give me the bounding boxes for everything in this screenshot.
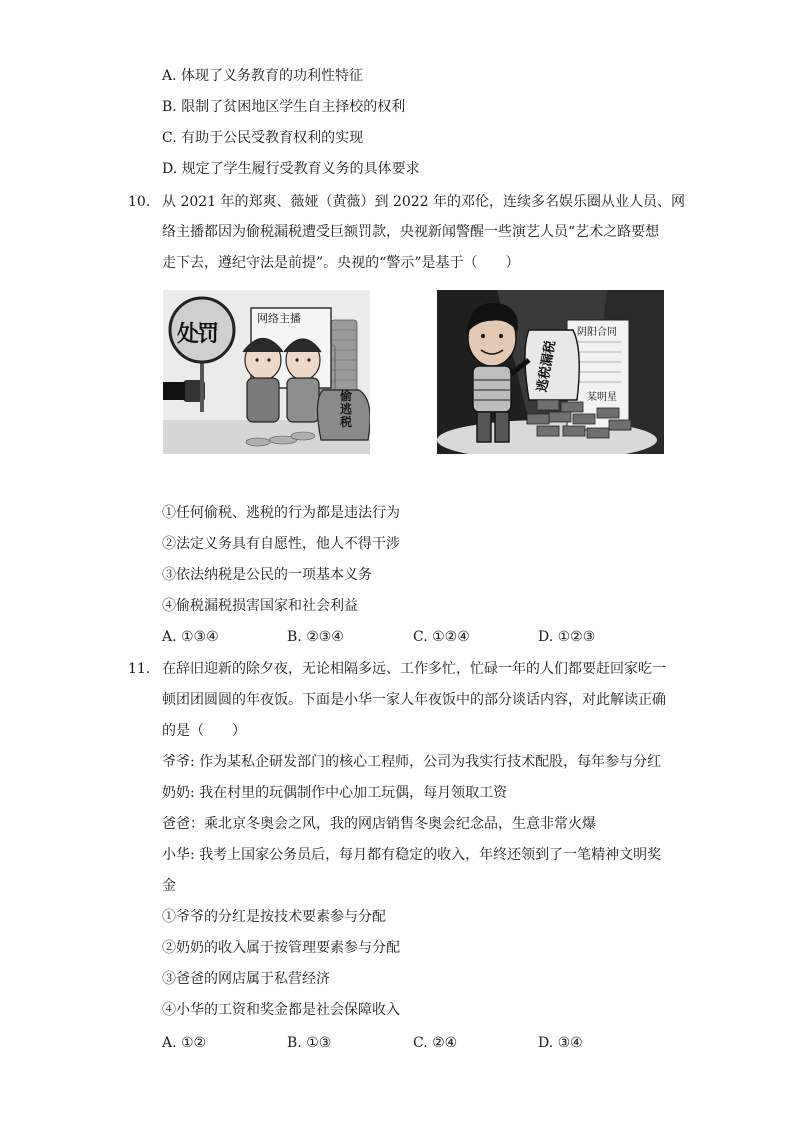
tax-bag-char: 逃 (340, 402, 353, 416)
q11-dialogue-grandpa: 爷爷: 作为某私企研发部门的核心工程师，公司为我实行技术配股，每年参与分红 (162, 754, 662, 770)
q11-statement-3: ③爸爸的网店属于私营经济 (162, 971, 330, 987)
q10-stem-line: 络主播都因为偷税漏税遭受巨额罚款，央视新闻警醒一些演艺人员“艺术之路要想 (162, 224, 660, 240)
tax-bag-char: 税 (340, 415, 353, 429)
q11-dialogue-grandma: 奶奶: 我在村里的玩偶制作中心加工玩偶，每月领取工资 (162, 785, 508, 801)
q11-choice-d: D. ③④ (538, 1035, 583, 1051)
q9-option-d: D. 规定了学生履行受教育义务的具体要求 (162, 161, 420, 177)
q10-stem-line: 从 2021 年的郑爽、薇娅（黄薇）到 2022 年的邓伦，连续多名娱乐圈从业人员、网 (162, 194, 686, 210)
q11-dialogue-xiaohua-cont: 金 (162, 878, 176, 894)
q10-number: 10. (128, 194, 151, 210)
q11-statement-4: ④小华的工资和奖金都是社会保障收入 (162, 1002, 400, 1018)
q9-option-c: C. 有助于公民受教育权利的实现 (162, 130, 364, 146)
q11-dialogue-xiaohua: 小华: 我考上国家公务员后，每月都有稳定的收入，年终还领到了一笔精神文明奖 (162, 847, 662, 863)
q10-statement-2: ②法定义务具有自愿性，他人不得干涉 (162, 536, 400, 552)
cartoon-livestreamers-penalty (163, 290, 370, 454)
q11-statement-1: ①爷爷的分红是按技术要素参与分配 (162, 909, 386, 925)
q11-stem-line: 在辞旧迎新的除夕夜，无论相隔多远、工作多忙，忙碌一年的人们都要赶回家吃一 (162, 661, 666, 677)
cartoon-celebrity-tax-evasion (437, 290, 664, 454)
q11-dialogue-dad: 爸爸：乘北京冬奥会之风，我的网店销售冬奥会纪念品，生意非常火爆 (162, 816, 596, 832)
q10-choice-a: A. ①③④ (162, 629, 219, 645)
q10-statement-1: ①任何偷税、逃税的行为都是违法行为 (162, 505, 400, 521)
q10-choice-c: C. ①②④ (413, 629, 470, 645)
q11-stem-line: 的是（ ） (162, 723, 246, 739)
q11-number: 11. (128, 661, 151, 677)
penalty-sign-text: 处罚 (177, 322, 218, 347)
q10-choice-b: B. ②③④ (287, 629, 344, 645)
q10-choice-d: D. ①②③ (538, 629, 596, 645)
q10-stem-line: 走下去，遵纪守法是前提”。央视的“警示”是基于（ ） (162, 255, 520, 271)
board-text: 网络主播 (257, 312, 301, 325)
q10-statement-3: ③依法纳税是公民的一项基本义务 (162, 567, 372, 583)
q9-option-a: A. 体现了义务教育的功利性特征 (162, 68, 364, 84)
contract-title: 阴阳合同 (577, 327, 617, 338)
tax-bag-text (340, 390, 352, 429)
money-bag-text: 逃税漏税 (534, 339, 559, 394)
q11-choice-c: C. ②④ (413, 1035, 458, 1051)
tax-bag-char: 偷 (340, 389, 353, 403)
q10-statement-4: ④偷税漏税损害国家和社会利益 (162, 598, 358, 614)
q11-stem-line: 顿团团圆圆的年夜饭。下面是小华一家人年夜饭中的部分谈话内容，对此解读正确 (162, 692, 666, 708)
q11-choice-a: A. ①② (162, 1035, 207, 1051)
contract-signer: 某明星 (587, 392, 617, 403)
q11-statement-2: ②奶奶的收入属于按管理要素参与分配 (162, 940, 400, 956)
q9-option-b: B. 限制了贫困地区学生自主择校的权利 (162, 99, 406, 115)
q11-choice-b: B. ①③ (287, 1035, 332, 1051)
